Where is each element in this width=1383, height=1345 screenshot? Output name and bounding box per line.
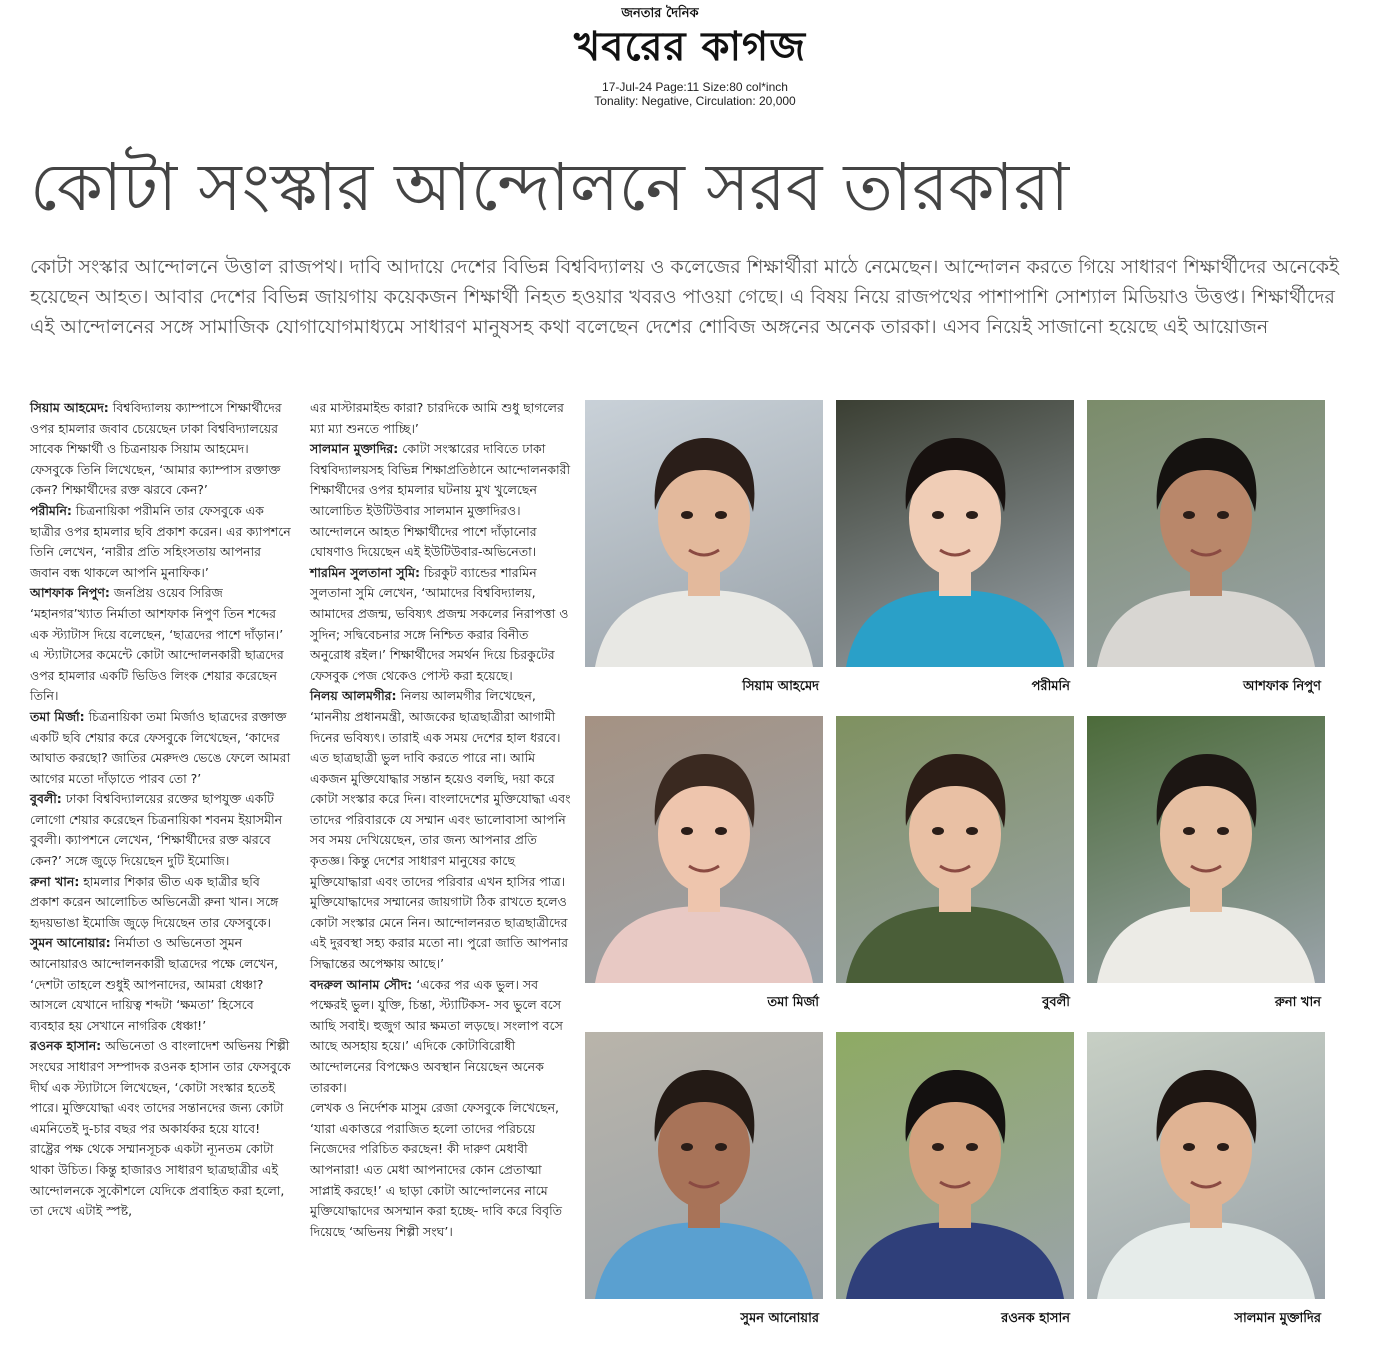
headline: কোটা সংস্কার আন্দোলনে সরব তারকারা	[30, 149, 1070, 226]
photo-caption: আশফাক নিপুণ	[1243, 679, 1321, 694]
article-paragraph	[30, 872, 292, 934]
paragraph-text: চিত্রনায়িকা তমা মির্জাও ছাত্রদের রক্তাক্ত একটি ছবি শেয়ার করে ফেসবুকে লিখেছেন, ‘কাদের আঘাত করছো? জাতির মেরুদণ্ড ভেঙে ফেলে আমরা আগের মতো দাঁড়াতে পারব তো ?’	[30, 708, 291, 786]
photo-card	[836, 400, 1074, 713]
paragraph-text: চিত্রনায়িকা পরীমনি তার ফেসবুকে এক ছাত্রীর ওপর হামলার ছবি প্রকাশ করেন। এর ক্যাপশনে তিনি লেখেন, ‘নারীর প্রতি সহিংসতায় আপনার জবান বন্ধ থাকলে আপনি মুনাফিক।’	[30, 502, 291, 580]
portrait-silhouette-icon	[585, 716, 823, 983]
meta-line-date-page: 17-Jul-24 Page:11 Size:80 col*inch	[602, 80, 788, 94]
intro-paragraph	[30, 252, 1360, 342]
paragraph-text: হামলার শিকার ভীত এক ছাত্রীর ছবি প্রকাশ করেন আলোচিত অভিনেত্রী রুনা খান। সঙ্গে হৃদয়ভাঙা ইমোজি জুড়ে দিয়েছেন তার ফেসবুকে।	[30, 873, 279, 930]
paragraph-text: ‘একের পর এক ভুল। সব পক্ষেরই ভুল। যুক্তি, চিন্তা, স্ট্যাটিকস- সব ভুলে বসে আছি সবাই। হুজুগ আর ক্ষমতা লড়ছে। সংলাপ বসে আছে অসহায় হয়ে।’ এদিকে কোটাবিরোধী আন্দোলনের বিপক্ষেও অবস্থান নিয়েছেন অনেক তারকা।	[310, 976, 563, 1095]
portrait-silhouette-icon	[1087, 1032, 1325, 1299]
portrait-silhouette-icon	[585, 1032, 823, 1299]
portrait-silhouette-icon	[1087, 716, 1325, 983]
photo-grid	[585, 400, 1330, 1332]
paragraph-text: নির্মাতা ও অভিনেতা সুমন আনোয়ারও আন্দোলনকারী ছাত্রদের পক্ষে লেখেন, ‘দেশটা তাহলে শুধুই আপনাদের, আমরা ধেঞ্চা? আসলে যেখানে দায়িত্ব শব্দটা ‘ক্ষমতা’ হিসেবে ব্যবহার হয় সেখানে নাগরিক ধেঞ্চা!’	[30, 935, 279, 1033]
article-paragraph	[310, 1098, 572, 1242]
intro-text: কোটা সংস্কার আন্দোলনে উত্তাল রাজপথ। দাবি আদায়ে দেশের বিভিন্ন বিশ্ববিদ্যালয় ও কলেজের শিক্ষার্থীরা মাঠে নেমেছেন। আন্দোলন করতে গিয়ে সাধারণ শিক্ষার্থীদের অনেকেই হয়েছেন আহত। আবার দেশের বিভিন্ন জায়গায় কয়েকজন শিক্ষার্থী নিহত হওয়ার খবরও পাওয়া গেছে। এ বিষয় নিয়ে রাজপথের পাশাপাশি সোশ্যাল মিডিয়াও উত্তপ্ত। শিক্ষার্থীদের এই আন্দোলনের সঙ্গে সামাজিক যোগাযোগমাধ্যমে সাধারণ মানুষসহ কথা বলেছেন দেশের শোবিজ অঙ্গনের অনেক তারকা। এসব নিয়েই সাজানো হয়েছে এই আয়োজন	[30, 256, 1339, 338]
paragraph-text: লেখক ও নির্দেশক মাসুম রেজা ফেসবুকে লিখেছেন, ‘যারা একাত্তরে পরাজিত হলো তাদের পরিচয়ে নিজেদের পরিচিত করছেন! কী দারুণ মেধাবী আপনারা! এত মেধা আপনাদের কোন প্রেতাত্মা সাপ্লাই করছে!’ এ ছাড়া কোটা আন্দোলনের নামে মুক্তিযোদ্ধাদের অসম্মান করা হচ্ছে- দাবি করে বিবৃতি দিয়েছে ‘অভিনয় শিল্পী সংঘ’।	[310, 1100, 563, 1239]
photo-caption: তমা মির্জা	[767, 995, 819, 1010]
portrait-silhouette-icon	[836, 1032, 1074, 1299]
photo-card	[836, 1032, 1074, 1345]
paragraph-text: ঢাকা বিশ্ববিদ্যালয়ের রক্তের ছাপযুক্ত একটি লোগো শেয়ার করেছেন চিত্রনায়িকা শবনম ইয়াসমীন বুবলী। ক্যাপশনে লেখেন, ‘শিক্ষার্থীদের রক্ত ঝরবে কেন?’ সঙ্গে জুড়ে দিয়েছেন দুটি ইমোজি।	[30, 791, 283, 869]
photo-card	[836, 716, 1074, 1029]
speaker-name: বুবলী:	[30, 791, 62, 807]
masthead-tagline: জনতার দৈনিক	[621, 6, 699, 21]
article-paragraph	[30, 707, 292, 789]
speaker-name: সালমান মুক্তাদির:	[310, 441, 399, 457]
photo-card	[585, 716, 823, 1029]
article-paragraph	[310, 975, 572, 1099]
photo-caption: পরীমনি	[1031, 679, 1070, 694]
paragraph-text: নিলয় আলমগীর লিখেছেন, ‘মাননীয় প্রধানমন্ত্রী, আজকের ছাত্রছাত্রীরা আগামী দিনের ভবিষ্যৎ। তারাই এক সময় দেশের হাল ধরবে। এত ছাত্রছাত্রী ভুল দাবি করতে পারে না। আমি একজন মুক্তিযোদ্ধার সন্তান হয়েও বলছি, দয়া করে কোটা সংস্কার করে দিন। বাংলাদেশের মুক্তিযোদ্ধা এবং তাদের পরিবারকে যে সম্মান এবং ভালোবাসা আপনি সব সময় দেখিয়েছেন, তার জন্য আপনার প্রতি কৃতজ্ঞ। কিন্তু দেশের সাধারণ মানুষের কাছে মুক্তিযোদ্ধারা এবং তাদের পরিবার এখন হাসির পাত্র। মুক্তিযোদ্ধাদের সম্মানের জায়গাটা ঠিক রাখতে হলেও কোটা সংস্কার মেনে নিন। আন্দোলনরত ছাত্রছাত্রীদের এই দুরবস্থা সহ্য করার মতো না। পুরো জাতি আপনার সিদ্ধান্তের অপেক্ষায় আছে।’	[310, 688, 571, 972]
article-paragraph	[30, 583, 292, 707]
photo-caption: রওনক হাসান	[1001, 1311, 1070, 1326]
portrait-silhouette-icon	[836, 400, 1074, 667]
photo-card	[1087, 716, 1325, 1029]
paragraph-text: জনপ্রিয় ওয়েব সিরিজ ‘মহানগর’খ্যাত নির্মাতা আশফাক নিপুণ তিন শব্দের এক স্ট্যাটাস দিয়ে বলেছেন, ‘ছাত্রদের পাশে দাঁড়ান।’ এ স্ট্যাটাসের কমেন্টে কোটা আন্দোলনকারী ছাত্রদের ওপর হামলার একটি ভিডিও লিংক শেয়ার করেছেন তিনি।	[30, 585, 284, 704]
paragraph-text: অভিনেতা ও বাংলাদেশ অভিনয় শিল্পী সংঘের সাধারণ সম্পাদক রওনক হাসান তার ফেসবুকে দীর্ঘ এক স্ট্যাটাসে লিখেছেন, ‘কোটা সংস্কার হতেই পারে। মুক্তিযোদ্ধা এবং তাদের সন্তানদের জন্য কোটা এমনিতেই দু-চার বছর পর অকার্যকর হয়ে যাবে! রাষ্ট্রের পক্ষ থেকে সম্মানসূচক একটা ন্যূনতম কোটা থাকা উচিত। কিন্তু হাজারও সাধারণ ছাত্রছাত্রীর এই আন্দোলনকে সুকৌশলে যেদিকে প্রবাহিত করা হলো, তা দেখে এটাই স্পষ্ট,	[30, 1038, 291, 1219]
article-paragraph	[30, 933, 292, 1036]
speaker-name: নিলয় আলমগীর:	[310, 688, 397, 704]
portrait-photo	[1087, 716, 1325, 983]
speaker-name: রুনা খান:	[30, 873, 80, 889]
speaker-name: তমা মির্জা:	[30, 708, 85, 724]
portrait-photo	[585, 400, 823, 667]
photo-card	[1087, 400, 1325, 713]
article-paragraph	[310, 563, 572, 687]
article-paragraph	[30, 501, 292, 583]
paragraph-text: এর মাস্টারমাইন্ড কারা? চারদিকে আমি শুধু ছাগলের ম্যা ম্যা শুনতে পাচ্ছি।’	[310, 400, 564, 436]
portrait-photo	[585, 716, 823, 983]
article-paragraph	[310, 398, 572, 439]
portrait-photo	[836, 716, 1074, 983]
portrait-photo	[585, 1032, 823, 1299]
photo-caption: সালমান মুক্তাদির	[1234, 1311, 1321, 1326]
speaker-name: বদরুল আনাম সৌদ:	[310, 976, 413, 992]
article-paragraph	[30, 398, 292, 501]
portrait-silhouette-icon	[1087, 400, 1325, 667]
article-column-2	[310, 398, 572, 1242]
photo-caption: রুনা খান	[1274, 995, 1321, 1010]
portrait-photo	[1087, 1032, 1325, 1299]
photo-caption: সিয়াম আহমেদ	[742, 679, 819, 694]
photo-caption: বুবলী	[1042, 995, 1070, 1010]
portrait-silhouette-icon	[585, 400, 823, 667]
article-paragraph	[30, 789, 292, 871]
photo-caption: সুমন আনোয়ার	[740, 1311, 819, 1326]
speaker-name: রওনক হাসান:	[30, 1038, 102, 1054]
portrait-photo	[1087, 400, 1325, 667]
speaker-name: শারমিন সুলতানা সুমি:	[310, 564, 421, 580]
photo-card	[585, 1032, 823, 1345]
article-paragraph	[310, 686, 572, 974]
article-column-1	[30, 398, 292, 1222]
article-paragraph	[310, 439, 572, 563]
paragraph-text: বিশ্ববিদ্যালয় ক্যাম্পাসে শিক্ষার্থীদের ওপর হামলার জবাব চেয়েছেন ঢাকা বিশ্ববিদ্যালয়ের সাবেক শিক্ষার্থী ও চিত্রনায়ক সিয়াম আহমেদ। ফেসবুকে তিনি লিখেছেন, ‘আমার ক্যাম্পাস রক্তাক্ত কেন? শিক্ষার্থীদের রক্ত ঝরবে কেন?’	[30, 400, 282, 498]
photo-card	[585, 400, 823, 713]
clipping-meta	[540, 80, 850, 108]
paragraph-text: কোটা সংস্কারের দাবিতে ঢাকা বিশ্ববিদ্যালয়সহ বিভিন্ন শিক্ষাপ্রতিষ্ঠানে আন্দোলনকারী শিক্ষার্থীদের ওপর হামলার ঘটনায় মুখ খুলেছেন আলোচিত ইউটিউবার সালমান মুক্তাদিরও। আন্দোলনে আহত শিক্ষার্থীদের পাশে দাঁড়ানোর ঘোষণাও দিয়েছেন এই ইউটিউবার-অভিনেতা।	[310, 441, 571, 560]
speaker-name: সুমন আনোয়ার:	[30, 935, 111, 951]
portrait-photo	[836, 1032, 1074, 1299]
masthead	[540, 4, 840, 69]
speaker-name: পরীমনি:	[30, 502, 72, 518]
article-paragraph	[30, 1036, 292, 1221]
portrait-silhouette-icon	[836, 716, 1074, 983]
speaker-name: আশফাক নিপুণ:	[30, 585, 110, 601]
speaker-name: সিয়াম আহমেদ:	[30, 400, 109, 415]
photo-card	[1087, 1032, 1325, 1345]
portrait-photo	[836, 400, 1074, 667]
paragraph-text: চিরকুট ব্যান্ডের শারমিন সুলতানা সুমি লেখেন, ‘আমাদের বিশ্ববিদ্যালয়, আমাদের প্রজন্ম, ভবিষ্যৎ প্রজন্ম সকলের নিরাপত্তা ও সুদিন; সদ্বিবেচনার সঙ্গে নিশ্চিত করার বিনীত অনুরোধ রইল।’ শিক্ষার্থীদের সমর্থন দিয়ে চিরকুটের ফেসবুক পেজ থেকেও পোস্ট করা হয়েছে।	[310, 564, 569, 683]
meta-line-tonality: Tonality: Negative, Circulation: 20,000	[594, 94, 796, 108]
newspaper-name: খবরের কাগজ	[573, 24, 807, 70]
